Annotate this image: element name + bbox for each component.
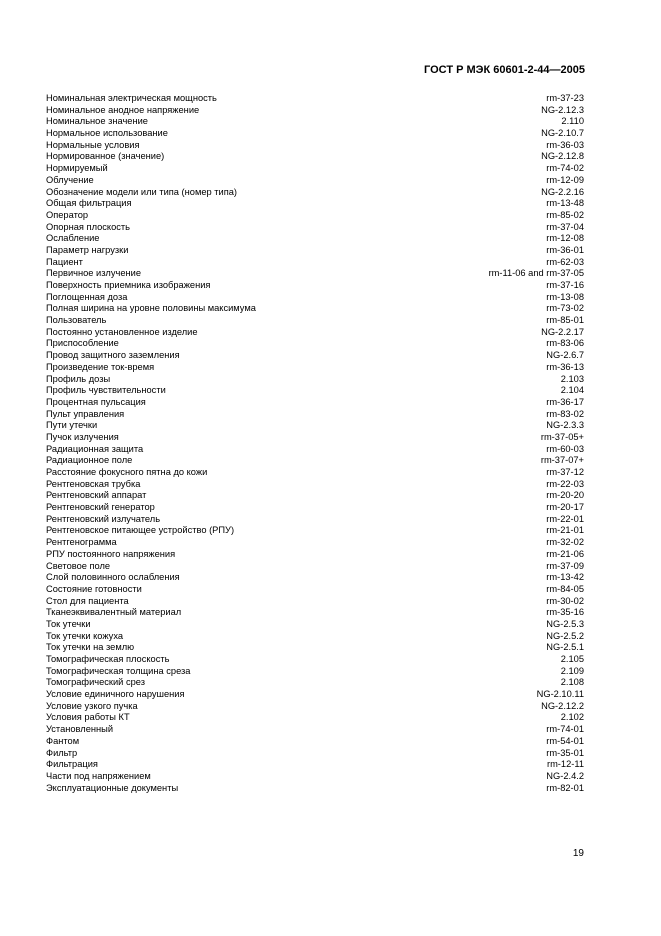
index-reference: rm-22-03 bbox=[546, 478, 584, 489]
index-reference: NG-2.10.11 bbox=[536, 689, 584, 700]
index-entry bbox=[46, 245, 584, 257]
index-entry bbox=[46, 151, 584, 163]
index-term: Номинальное анодное напряжение bbox=[46, 104, 200, 115]
index-entry bbox=[46, 444, 584, 456]
index-term: Пульт управления bbox=[46, 408, 125, 419]
index-reference: NG-2.12.3 bbox=[541, 104, 584, 115]
index-reference: rm-37-12 bbox=[546, 467, 584, 477]
index-reference: NG-2.12.8 bbox=[541, 151, 584, 162]
index-reference: rm-85-02 bbox=[546, 209, 584, 220]
index-term: Номинальная электрическая мощность bbox=[46, 93, 217, 103]
index-term: Фантом bbox=[46, 735, 80, 746]
index-reference: rm-83-02 bbox=[546, 408, 584, 419]
index-term: Нормальное использование bbox=[46, 128, 168, 139]
index-entry bbox=[46, 631, 584, 643]
index-term: Томографическая плоскость bbox=[46, 654, 170, 664]
index-term: Ослабление bbox=[46, 233, 100, 244]
index-reference: 2.108 bbox=[560, 677, 584, 688]
index-entry bbox=[46, 701, 584, 713]
index-term: Рентгенограмма bbox=[46, 537, 117, 548]
index-entry bbox=[46, 514, 584, 526]
index-entry bbox=[46, 432, 584, 444]
index-entry bbox=[46, 537, 584, 549]
index-entry bbox=[46, 280, 584, 292]
index-term: Профиль дозы bbox=[46, 373, 111, 384]
index-reference: NG-2.12.2 bbox=[541, 700, 584, 711]
index-entry bbox=[46, 409, 584, 421]
index-reference: rm-36-17 bbox=[546, 396, 584, 407]
index-entry bbox=[46, 93, 584, 105]
index-term: Условия работы КТ bbox=[46, 712, 130, 723]
index-reference: rm-37-04 bbox=[546, 221, 584, 232]
index-reference: rm-74-02 bbox=[546, 163, 584, 174]
index-entry bbox=[46, 163, 584, 175]
index-term: Провод защитного заземления bbox=[46, 350, 180, 361]
index-reference: rm-74-01 bbox=[546, 724, 584, 735]
index-reference: rm-83-06 bbox=[546, 338, 584, 349]
index-entry bbox=[46, 455, 584, 467]
index-entry bbox=[46, 140, 584, 152]
index-reference: NG-2.5.2 bbox=[546, 630, 584, 641]
index-reference: rm-12-11 bbox=[546, 759, 584, 770]
index-reference: rm-73-02 bbox=[546, 303, 584, 314]
index-reference: rm-13-42 bbox=[546, 572, 584, 583]
index-term: Эксплуатационные документы bbox=[46, 782, 179, 793]
index-entry bbox=[46, 572, 584, 584]
index-term: Первичное излучение bbox=[46, 268, 141, 279]
index-reference: rm-12-08 bbox=[546, 233, 584, 244]
index-reference: rm-36-03 bbox=[546, 139, 584, 150]
index-reference: NG-2.6.7 bbox=[546, 350, 584, 361]
index-entry bbox=[46, 607, 584, 619]
index-reference: rm-13-48 bbox=[546, 198, 584, 209]
index-term: Рентгеновский генератор bbox=[46, 502, 155, 513]
index-reference: 2.110 bbox=[561, 116, 584, 127]
index-term: Установленный bbox=[46, 724, 114, 735]
index-reference: 2.103 bbox=[560, 373, 584, 384]
index-reference: NG-2.5.3 bbox=[546, 618, 584, 629]
index-term: РПУ постоянного напряжения bbox=[46, 548, 176, 559]
index-reference: rm-11-06 and rm-37-05 bbox=[488, 268, 584, 279]
index-term: Радиационная защита bbox=[46, 443, 144, 454]
index-term: Фильтрация bbox=[46, 759, 98, 770]
index-entry bbox=[46, 116, 584, 128]
index-term: Номинальное значение bbox=[46, 116, 148, 127]
index-term: Пациент bbox=[46, 256, 83, 267]
index-reference: NG-2.5.1 bbox=[546, 642, 584, 653]
index-reference: rm-32-02 bbox=[546, 537, 584, 548]
index-entry bbox=[46, 175, 584, 187]
index-reference: rm-37-07+ bbox=[540, 455, 584, 466]
index-term: Приспособление bbox=[46, 338, 119, 349]
index-entry bbox=[46, 327, 584, 339]
index-entry bbox=[46, 759, 584, 771]
index-term: Рентгеновский аппарат bbox=[46, 490, 147, 501]
index-reference: rm-85-01 bbox=[546, 315, 584, 326]
index-entry bbox=[46, 210, 584, 222]
index-term: Тканеэквивалентный материал bbox=[46, 607, 182, 618]
index-entry bbox=[46, 467, 584, 479]
index-reference: 2.104 bbox=[560, 385, 584, 396]
index-entry bbox=[46, 374, 584, 386]
index-term: Нормированное (значение) bbox=[46, 151, 165, 162]
index-entry bbox=[46, 712, 584, 724]
index-term: Параметр нагрузки bbox=[46, 244, 129, 255]
index-reference: NG-2.2.16 bbox=[541, 186, 584, 197]
index-term: Постоянно установленное изделие bbox=[46, 326, 198, 337]
index-reference: rm-36-01 bbox=[546, 244, 584, 255]
index-reference: rm-12-09 bbox=[546, 174, 584, 185]
index-reference: rm-22-01 bbox=[546, 513, 584, 524]
index-entry bbox=[46, 666, 584, 678]
index-term: Состояние готовности bbox=[46, 583, 142, 594]
index-term: Пучок излучения bbox=[46, 431, 119, 442]
index-term: Световое поле bbox=[46, 560, 111, 571]
index-term: Томографическая толщина среза bbox=[46, 665, 191, 676]
index-entry bbox=[46, 549, 584, 561]
index-term: Расстояние фокусного пятна до кожи bbox=[46, 467, 208, 477]
index-term: Общая фильтрация bbox=[46, 198, 132, 209]
index-reference: rm-35-01 bbox=[546, 747, 584, 758]
page-number: 19 bbox=[572, 848, 584, 859]
index-reference: rm-84-05 bbox=[546, 583, 584, 594]
index-term: Условие единичного нарушения bbox=[46, 689, 185, 700]
index-entry bbox=[46, 385, 584, 397]
index-term: Поглощенная доза bbox=[46, 291, 128, 302]
index-term: Ток утечки кожуха bbox=[46, 630, 124, 641]
index-entry bbox=[46, 783, 584, 795]
index-reference: rm-20-17 bbox=[546, 502, 584, 513]
index-reference: rm-54-01 bbox=[546, 735, 584, 746]
index-term: Ток утечки на землю bbox=[46, 642, 135, 653]
index-reference: rm-21-06 bbox=[546, 548, 584, 559]
index-reference: 2.105 bbox=[560, 654, 584, 664]
index-reference: rm-37-05+ bbox=[540, 431, 584, 442]
index-reference: rm-20-20 bbox=[546, 490, 584, 501]
index-entry bbox=[46, 642, 584, 654]
index-term: Нормируемый bbox=[46, 163, 108, 174]
index-entry bbox=[46, 222, 584, 234]
index-reference: NG-2.3.3 bbox=[546, 420, 584, 431]
index-term: Радиационное поле bbox=[46, 455, 133, 466]
index-term: Томографический срез bbox=[46, 677, 146, 688]
index-reference: rm-62-03 bbox=[546, 256, 584, 267]
index-entry bbox=[46, 362, 584, 374]
index-reference: rm-37-09 bbox=[546, 560, 584, 571]
index-reference: rm-60-03 bbox=[546, 443, 584, 454]
index-entry bbox=[46, 619, 584, 631]
index-entry bbox=[46, 350, 584, 362]
index-entry bbox=[46, 736, 584, 748]
index-entry bbox=[46, 198, 584, 210]
index-term: Полная ширина на уровне половины максимума bbox=[46, 303, 256, 314]
index-reference: 2.102 bbox=[560, 712, 584, 723]
index-term: Фильтр bbox=[46, 747, 78, 758]
index-term: Слой половинного ослабления bbox=[46, 572, 180, 583]
index-entry bbox=[46, 128, 584, 140]
index-term: Нормальные условия bbox=[46, 139, 140, 150]
index-entry bbox=[46, 596, 584, 608]
document-header: ГОСТ Р МЭК 60601-2-44—2005 bbox=[424, 64, 585, 76]
index-reference: NG-2.10.7 bbox=[541, 128, 584, 139]
index-entry bbox=[46, 771, 584, 783]
index-term: Профиль чувствительности bbox=[46, 385, 166, 396]
index-reference: rm-82-01 bbox=[546, 782, 584, 793]
index-entry bbox=[46, 338, 584, 350]
index-reference: rm-36-13 bbox=[546, 361, 584, 372]
index-term: Оператор bbox=[46, 209, 89, 220]
index-term: Пути утечки bbox=[46, 420, 98, 431]
index-entry bbox=[46, 187, 584, 199]
index-term: Части под напряжением bbox=[46, 770, 151, 781]
index-term: Стол для пациента bbox=[46, 595, 129, 606]
index-term: Рентгеновская трубка bbox=[46, 478, 141, 489]
index-term: Ток утечки bbox=[46, 618, 91, 629]
index-reference: rm-21-01 bbox=[546, 525, 584, 536]
index-reference: rm-35-16 bbox=[546, 607, 584, 618]
index-entry bbox=[46, 748, 584, 760]
index-reference: rm-37-23 bbox=[546, 93, 584, 103]
index-entry bbox=[46, 479, 584, 491]
index-term: Условие узкого пучка bbox=[46, 700, 138, 711]
index-term: Опорная плоскость bbox=[46, 221, 131, 232]
index-entry bbox=[46, 490, 584, 502]
index-reference: rm-37-16 bbox=[546, 280, 584, 290]
index-term: Произведение ток-время bbox=[46, 361, 155, 372]
index-entry bbox=[46, 677, 584, 689]
index-entry bbox=[46, 303, 584, 315]
index-term: Поверхность приемника изображения bbox=[46, 280, 211, 290]
index-term: Рентгеновское питающее устройство (РПУ) bbox=[46, 525, 235, 536]
index-entry bbox=[46, 315, 584, 327]
index-term: Рентгеновский излучатель bbox=[46, 513, 161, 524]
index-reference: NG-2.2.17 bbox=[541, 326, 584, 337]
index-entry bbox=[46, 257, 584, 269]
index-term: Обозначение модели или типа (номер типа) bbox=[46, 186, 238, 197]
index-entry bbox=[46, 233, 584, 245]
index-entry bbox=[46, 268, 584, 280]
index-term: Облучение bbox=[46, 174, 94, 185]
index-entry bbox=[46, 724, 584, 736]
index-reference: 2.109 bbox=[560, 665, 584, 676]
index-entry bbox=[46, 561, 584, 573]
index-reference: rm-13-08 bbox=[546, 291, 584, 302]
index-entry bbox=[46, 292, 584, 304]
index-entry bbox=[46, 584, 584, 596]
index-term: Пользователь bbox=[46, 315, 107, 326]
index-entry bbox=[46, 689, 584, 701]
index-reference: rm-30-02 bbox=[546, 595, 584, 606]
index-reference: NG-2.4.2 bbox=[546, 770, 584, 781]
index-entry bbox=[46, 420, 584, 432]
index-entry bbox=[46, 502, 584, 514]
index-entry bbox=[46, 397, 584, 409]
index-entry bbox=[46, 654, 584, 666]
index-entry bbox=[46, 525, 584, 537]
index-term: Процентная пульсация bbox=[46, 396, 146, 407]
term-index-list bbox=[46, 93, 584, 794]
index-entry bbox=[46, 105, 584, 117]
